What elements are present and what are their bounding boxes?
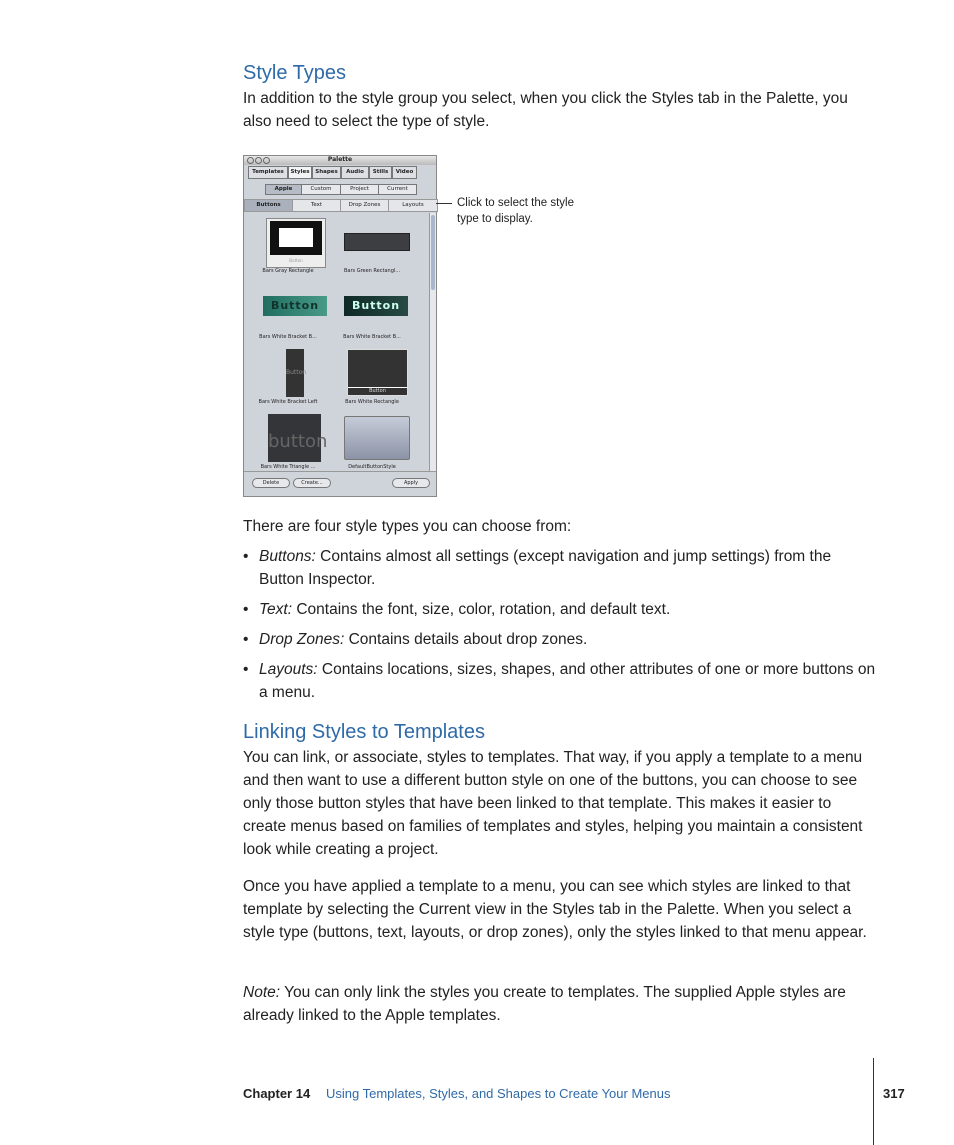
paragraph-linking: You can link, or associate, styles to templates. That way, if you apply a template to a menu and then want to use a different button style on one of the buttons, you can choose to see only those button styles that have been linked to that template. This makes it easier to create menus based on families of templates and styles, helping you maintain a consistent look while creating a project. <box>243 749 863 858</box>
type-drop-zones[interactable]: Drop Zones <box>340 199 389 212</box>
footer-chapter: Chapter 14 <box>243 1086 311 1101</box>
tab-shapes[interactable]: Shapes <box>312 166 341 179</box>
page-number: 317 <box>883 1086 905 1101</box>
bullet-drop-zones: • Drop Zones: Contains details about drop zones. <box>243 631 588 648</box>
tab-video[interactable]: Video <box>392 166 417 179</box>
palette-title: Palette <box>327 156 353 163</box>
apply-button[interactable]: Apply <box>392 478 430 488</box>
callout-line <box>436 203 452 204</box>
type-buttons[interactable]: Buttons <box>244 199 293 212</box>
bullet-buttons: • Buttons: Contains almost all settings (except navigation and jump settings) from the Button Inspector. <box>243 548 832 588</box>
delete-button[interactable]: Delete <box>252 478 290 488</box>
bullet-text: • Text: Contains the font, size, color, rotation, and default text. <box>243 601 671 618</box>
type-text[interactable]: Text <box>292 199 341 212</box>
paragraph-current-view: Once you have applied a template to a menu, you can see which styles are linked to that template by selecting the Current view in the Styles tab in the Palette. When you select a style type (buttons, text, layouts, or drop zones), only the styles linked to that menu appear. <box>243 878 867 941</box>
group-custom[interactable]: Custom <box>301 184 341 195</box>
types-intro: There are four style types you can choose from: <box>243 518 572 535</box>
create-button[interactable]: Create... <box>293 478 331 488</box>
group-current[interactable]: Current <box>378 184 417 195</box>
heading-style-types: Style Types <box>243 62 347 84</box>
type-layouts[interactable]: Layouts <box>388 199 438 212</box>
scrollbar-thumb[interactable] <box>431 215 435 290</box>
footer-chapter-title[interactable]: Using Templates, Styles, and Shapes to Create Your Menus <box>326 1086 671 1101</box>
group-apple[interactable]: Apple <box>265 184 302 195</box>
footer-divider <box>873 1058 874 1145</box>
note-paragraph: Note: You can only link the styles you create to templates. The supplied Apple styles are already linked to the Apple templates. <box>243 984 846 1024</box>
bullet-layouts: • Layouts: Contains locations, sizes, shapes, and other attributes of one or more buttons on a menu. <box>243 661 876 701</box>
tab-templates[interactable]: Templates <box>248 166 288 179</box>
tab-audio[interactable]: Audio <box>341 166 369 179</box>
scrollbar[interactable] <box>429 213 436 471</box>
intro-paragraph: In addition to the style group you select, when you click the Styles tab in the Palette, you also need to select the type of style. <box>243 90 848 130</box>
tab-stills[interactable]: Stills <box>369 166 392 179</box>
tab-styles[interactable]: Styles <box>288 166 312 179</box>
palette-titlebar <box>244 156 436 165</box>
heading-linking-styles: Linking Styles to Templates <box>243 721 485 743</box>
callout-text: Click to select the style type to display. <box>457 197 574 225</box>
group-project[interactable]: Project <box>340 184 379 195</box>
palette-window-screenshot: Palette Templates Styles Shapes Audio Stills Video Apple Custom Project Current Buttons Text Drop Zones Layouts Button Bars Gray Rectangle Bars Green Rectangl... Button Bars White Bracket B... Button Bars White Bracket B... Button Bars White Bracket Left Button Bars White Rectangle button Bars White Triangle ... DefaultButtonStyle Delete Create... Apply <box>243 155 437 497</box>
